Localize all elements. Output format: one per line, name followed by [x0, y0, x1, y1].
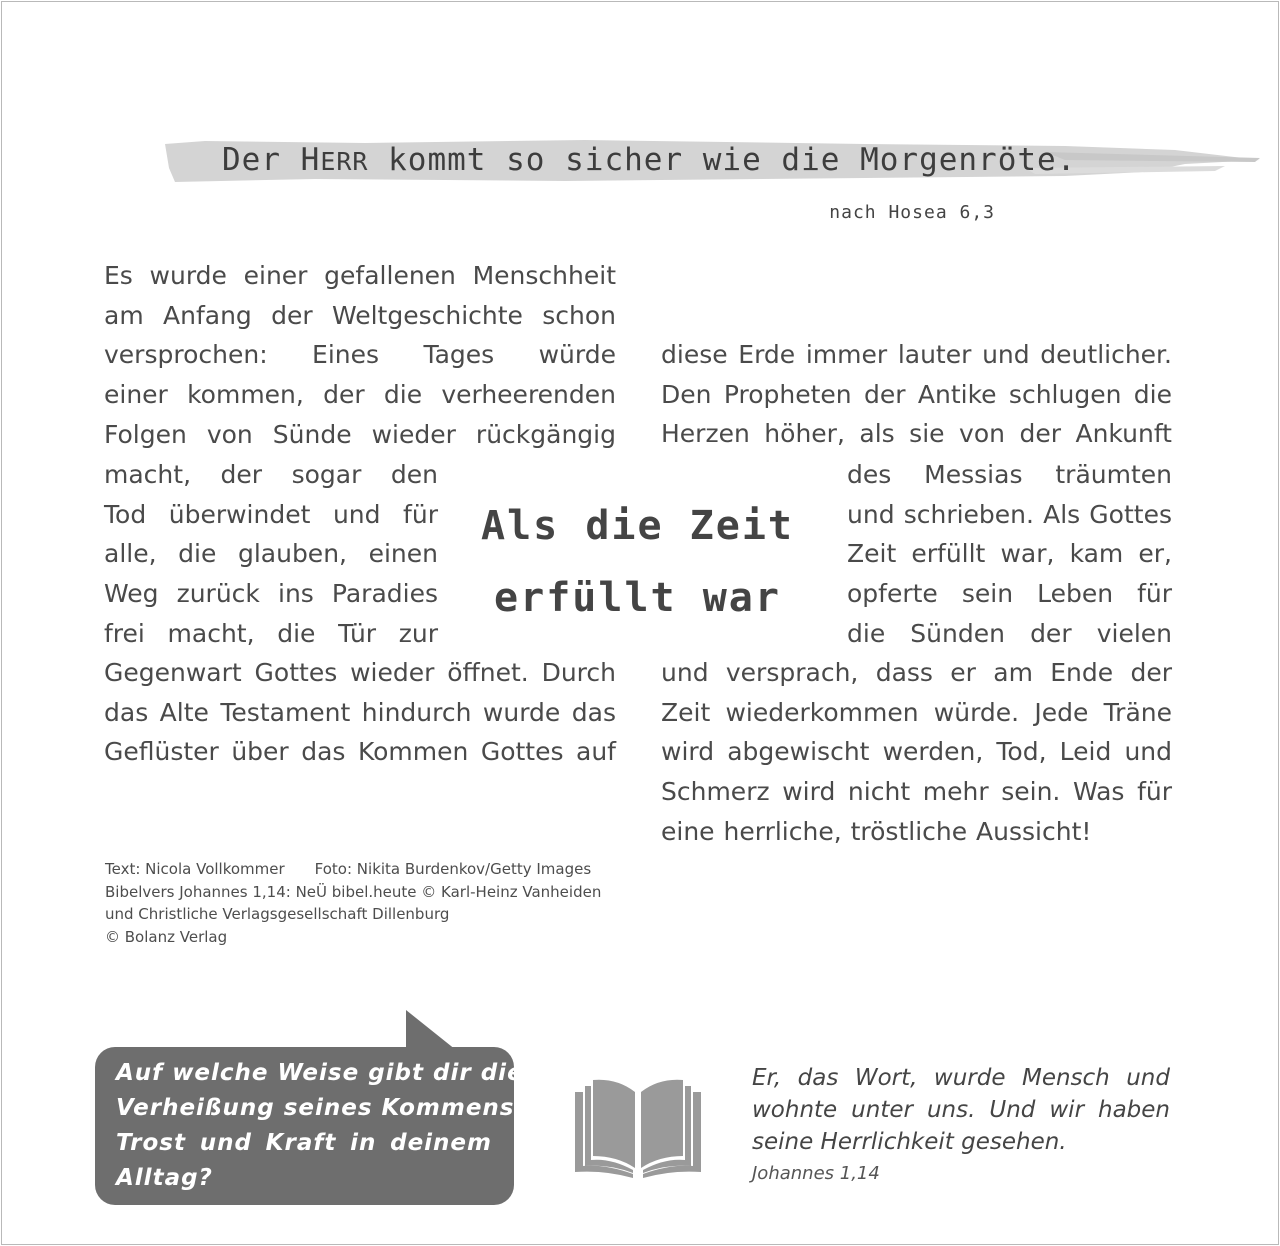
credits-line — [105, 858, 625, 881]
text-line: opferte sein Leben für — [847, 579, 1172, 609]
credits — [105, 858, 625, 948]
right-column-bottom — [661, 653, 1172, 852]
verse-reference: nach Hosea 6,3 — [829, 202, 995, 223]
text-line: einer kommen, der die verheerenden — [104, 380, 616, 410]
text-line: alle, die glauben, einen — [104, 539, 438, 569]
text-line: wird abgewischt werden, Tod, Leid und — [661, 737, 1172, 767]
text-line: Herzen höher, als sie von der Ankunft — [661, 419, 1172, 449]
left-column-top — [104, 256, 616, 455]
bible-quote-line: wohnte unter uns. Und wir haben — [752, 1097, 1170, 1123]
credits-line: Bibelvers Johannes 1,14: NeÜ bibel.heute © Karl-Heinz Vanheiden — [105, 882, 602, 901]
credits-line: © Bolanz Verlag — [105, 927, 228, 946]
question-line: Alltag? — [116, 1165, 213, 1191]
left-column-bottom — [104, 653, 616, 772]
pull-quote-line: erfüllt war — [494, 575, 781, 621]
text-line: eine herrliche, tröstliche Aussicht! — [661, 816, 1092, 846]
bible-quote-line: seine Herrlichkeit gesehen. — [752, 1129, 1067, 1155]
pull-quote — [460, 490, 815, 634]
text-line: am Anfang der Weltgeschichte schon — [104, 300, 616, 330]
text-line: Es wurde einer gefallenen Menschheit — [104, 261, 616, 290]
text-line: Geflüster über das Kommen Gottes auf — [104, 737, 616, 767]
text-line: Zeit erfüllt war, kam er, — [847, 539, 1172, 569]
text-line: des Messias träumten — [847, 460, 1172, 489]
open-book-icon — [573, 1078, 703, 1178]
text-line: und versprach, dass er am Ende der — [661, 658, 1172, 687]
text-line: Weg zurück ins Paradies — [104, 579, 438, 609]
right-column-top — [661, 335, 1172, 454]
text-line: Den Propheten der Antike schlugen die — [661, 379, 1172, 409]
question-line: Verheißung seines Kommens — [116, 1095, 515, 1121]
question-line: Auf welche Weise gibt dir die — [116, 1060, 524, 1086]
pull-quote-line: Als die Zeit — [481, 503, 794, 549]
text-line: und schrieben. Als Gottes — [847, 499, 1172, 529]
text-line: Zeit wiederkommen würde. Jede Träne — [661, 697, 1172, 727]
text-line: versprochen: Eines Tages würde — [104, 340, 616, 370]
left-column-middle — [104, 455, 438, 654]
credits-line: und Christliche Verlagsgesellschaft Dillenburg — [105, 905, 450, 923]
question-text — [116, 1056, 524, 1196]
text-line: Gegenwart Gottes wieder öffnet. Durch — [104, 658, 616, 687]
text-line: frei macht, die Tür zur — [104, 618, 438, 648]
bible-quote-line: Er, das Wort, wurde Mensch und — [752, 1065, 1170, 1091]
credit-author: Text: Nicola Vollkommer — [105, 860, 285, 878]
text-line: die Sünden der vielen — [847, 618, 1172, 648]
text-line: Folgen von Sünde wieder rückgängig — [104, 419, 616, 449]
credit-photo: Foto: Nikita Burdenkov/Getty Images — [314, 860, 592, 878]
question-line: Trost und Kraft in deinem — [116, 1130, 492, 1156]
right-column-middle — [847, 455, 1172, 654]
text-line: diese Erde immer lauter und deutlicher. — [661, 340, 1172, 369]
verse-text: Der HERR kommt so sicher wie die Morgenröte. — [222, 142, 1077, 178]
bible-quote — [752, 1062, 1170, 1158]
bible-quote-reference: Johannes 1,14 — [752, 1163, 880, 1184]
text-line: Tod überwindet und für — [104, 499, 438, 529]
text-line: macht, der sogar den — [104, 460, 438, 489]
text-line: das Alte Testament hindurch wurde das — [104, 697, 616, 727]
text-line: Schmerz wird nicht mehr sein. Was für — [661, 777, 1172, 807]
speech-bubble-tail — [400, 1010, 456, 1050]
